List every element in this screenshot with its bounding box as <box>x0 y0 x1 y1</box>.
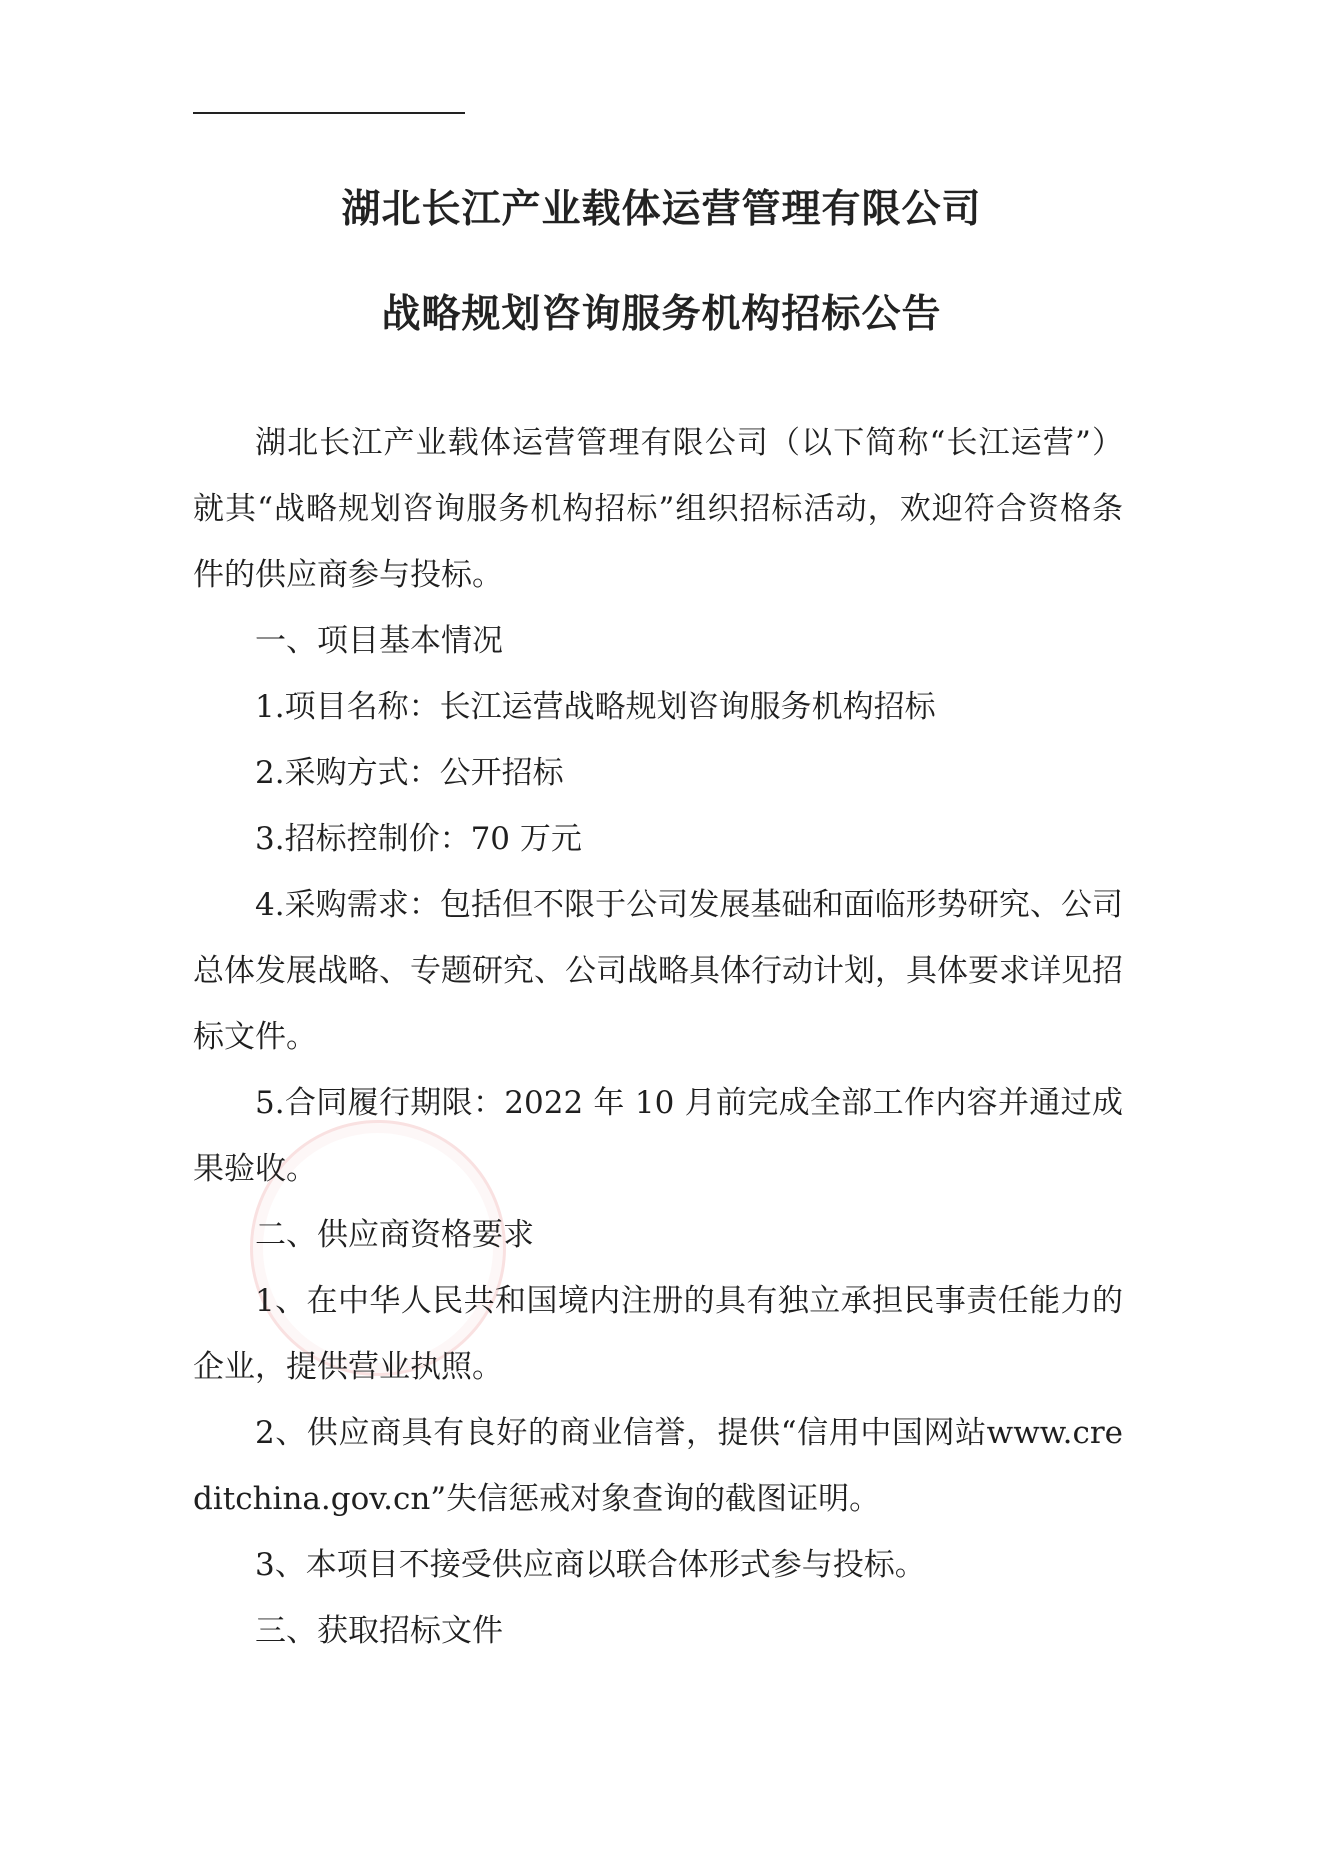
section-2-item: 1、在中华人民共和国境内注册的具有独立承担民事责任能力的企业，提供营业执照。 <box>193 1283 1123 1385</box>
section-1-item: 4.采购需求：包括但不限于公司发展基础和面临形势研究、公司总体发展战略、专题研究、公司战略具体行动计划，具体要求详见招标文件。 <box>193 887 1123 1055</box>
section-2-item: 2、供应商具有良好的商业信誉，提供“信用中国网站www.creditchina.gov.cn”失信惩戒对象查询的截图证明。 <box>193 1415 1123 1517</box>
section-1-item: 3.招标控制价：70 万元 <box>255 821 582 857</box>
section-1-item: 2.采购方式：公开招标 <box>255 755 564 791</box>
top-rule <box>193 112 465 114</box>
section-2-item: 3、本项目不接受供应商以联合体形式参与投标。 <box>255 1547 926 1583</box>
document-title-line-2: 战略规划咨询服务机构招标公告 <box>381 292 942 337</box>
section-3-heading: 三、获取招标文件 <box>255 1613 503 1649</box>
section-1-item: 5.合同履行期限：2022 年 10 月前完成全部工作内容并通过成果验收。 <box>193 1085 1123 1187</box>
section-2-heading: 二、供应商资格要求 <box>255 1217 534 1253</box>
section-1-item: 1.项目名称：长江运营战略规划咨询服务机构招标 <box>255 689 936 725</box>
section-1-heading: 一、项目基本情况 <box>255 623 503 659</box>
intro-paragraph: 湖北长江产业载体运营管理有限公司（以下简称“长江运营”）就其“战略规划咨询服务机构招标”组织招标活动，欢迎符合资格条件的供应商参与投标。 <box>193 425 1123 593</box>
document-title-line-1: 湖北长江产业载体运营管理有限公司 <box>341 187 982 232</box>
document-body <box>193 410 1123 1664</box>
